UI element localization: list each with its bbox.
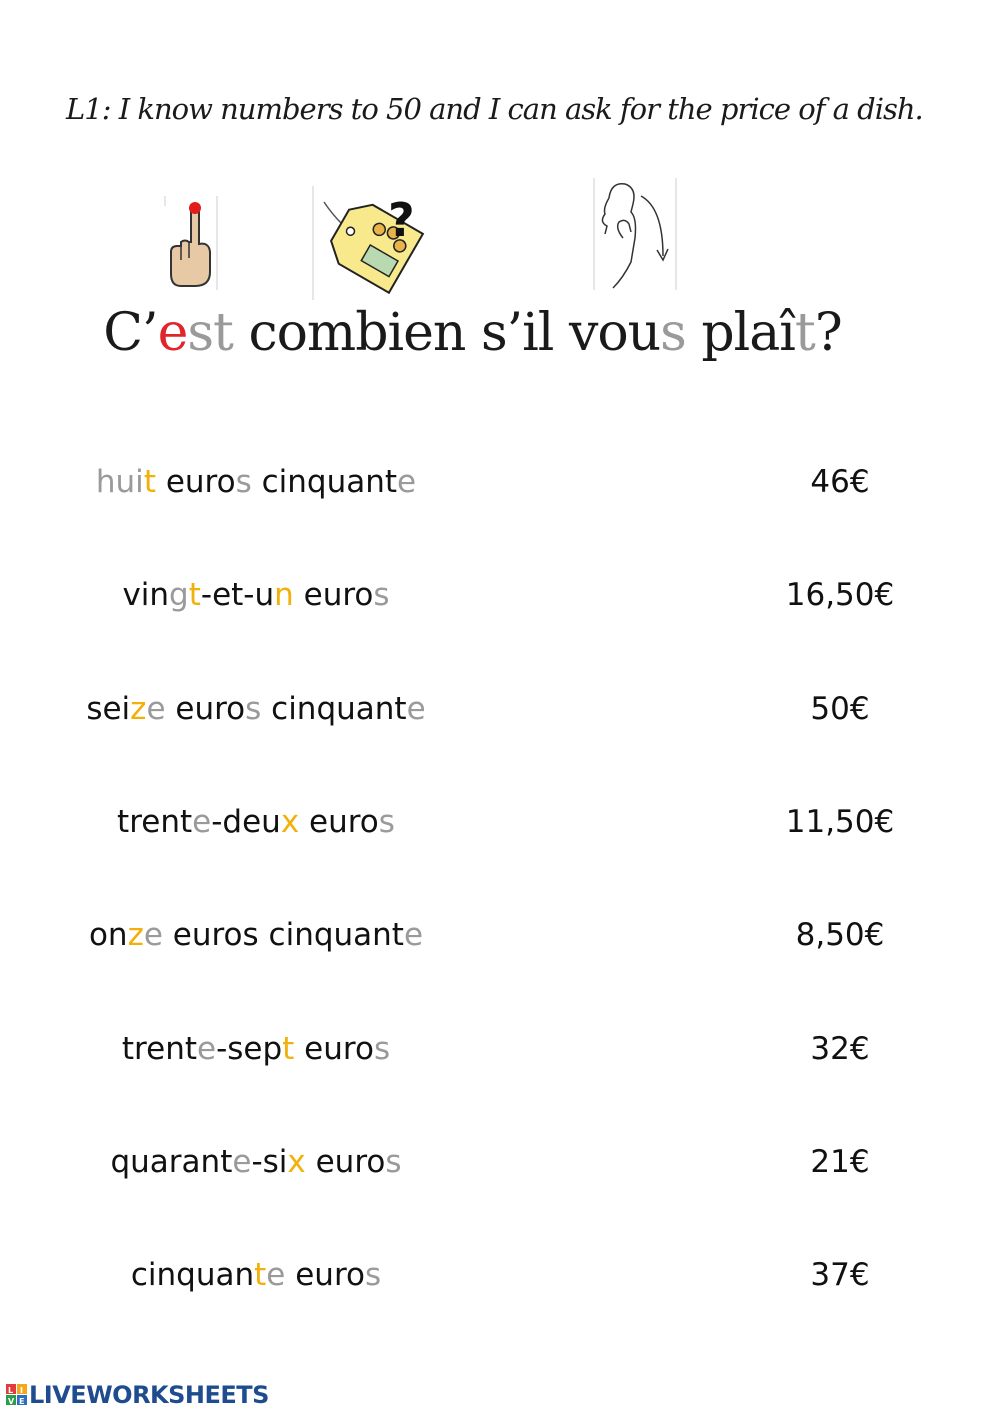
- highlighted-letter: e: [397, 464, 417, 500]
- svg-text:?: ?: [388, 193, 415, 247]
- highlighted-letter: e: [192, 804, 212, 840]
- price-in-words[interactable]: [0, 570, 512, 620]
- highlighted-letter: t: [282, 1031, 295, 1067]
- highlighted-letter: t: [254, 1257, 267, 1293]
- highlighted-letter: e: [266, 1257, 286, 1293]
- text-segment: sei: [86, 691, 131, 727]
- highlighted-letter: s: [373, 1031, 391, 1067]
- price-in-figures[interactable]: 32€: [810, 1031, 870, 1067]
- logo-letter: E: [19, 1397, 25, 1406]
- text-segment: C’: [103, 303, 158, 363]
- highlighted-letter: s: [385, 1144, 402, 1180]
- learning-objective: L1: I know numbers to 50 and I can ask for the price of a dish.: [66, 92, 923, 126]
- text-segment: euro: [155, 464, 236, 500]
- text-segment: euro: [293, 577, 374, 613]
- text-segment: trent: [117, 804, 193, 840]
- text-segment: euro: [305, 1144, 386, 1180]
- highlighted-letter: e: [406, 691, 426, 727]
- text-segment: vin: [122, 577, 170, 613]
- list-item: [0, 797, 1000, 847]
- logo-letter: I: [20, 1386, 23, 1395]
- list-item: [0, 910, 1000, 960]
- highlighted-letter: e: [143, 917, 163, 953]
- text-segment: quarant: [110, 1144, 233, 1180]
- highlighted-letter: s: [373, 577, 390, 613]
- highlighted-letter: e: [403, 917, 424, 953]
- price-in-words[interactable]: [0, 797, 512, 847]
- highlighted-letter: z: [127, 917, 144, 953]
- liveworksheets-logo: [6, 1380, 269, 1410]
- text-segment: cinquant: [251, 464, 398, 500]
- text-segment: cinquan: [130, 1257, 255, 1293]
- list-item: [0, 457, 1000, 507]
- text-segment: combien s’il vou: [232, 303, 661, 363]
- highlighted-letter: e: [232, 1144, 252, 1180]
- brand-name: LIVEWORKSHEETS: [29, 1381, 269, 1409]
- highlighted-letter: hui: [95, 464, 144, 500]
- text-segment: trent: [121, 1031, 197, 1067]
- text-segment: euro: [285, 1257, 365, 1293]
- highlighted-letter: e: [197, 1031, 217, 1067]
- price-in-figures[interactable]: 46€: [810, 464, 870, 500]
- highlighted-letter: n: [274, 577, 294, 613]
- highlighted-letter: s: [660, 303, 686, 363]
- person-thinking-icon: [593, 178, 679, 292]
- logo-letter: V: [8, 1397, 15, 1406]
- price-in-words[interactable]: [0, 1137, 512, 1187]
- text-segment: -et-u: [200, 577, 275, 613]
- text-segment: -sep: [216, 1031, 283, 1067]
- highlighted-letter: e: [157, 303, 188, 363]
- price-in-words[interactable]: [0, 1250, 512, 1300]
- text-segment: euro: [294, 1031, 374, 1067]
- list-item: [0, 570, 1000, 620]
- highlighted-letter: x: [280, 804, 300, 840]
- price-in-words[interactable]: [0, 1024, 512, 1074]
- price-in-figures[interactable]: 16,50€: [785, 577, 895, 613]
- list-item: [0, 1250, 1000, 1300]
- pointing-finger-icon: [163, 194, 219, 292]
- text-segment: on: [88, 917, 128, 953]
- list-item: [0, 1024, 1000, 1074]
- price-in-words[interactable]: [0, 684, 512, 734]
- liveworksheets-logo-icon: [6, 1384, 28, 1406]
- price-in-figures[interactable]: 50€: [810, 691, 870, 727]
- highlighted-letter: g: [169, 577, 189, 613]
- text-segment: -deu: [211, 804, 281, 840]
- highlighted-letter: s: [364, 1257, 382, 1293]
- highlighted-letter: x: [287, 1144, 306, 1180]
- text-segment: cinquant: [261, 691, 407, 727]
- price-tag-question-icon: [312, 186, 436, 302]
- highlighted-letter: t: [143, 464, 156, 500]
- highlighted-letter: z: [130, 691, 147, 727]
- list-item: [0, 1137, 1000, 1187]
- highlighted-letter: s: [378, 804, 395, 840]
- price-in-figures[interactable]: 8,50€: [795, 917, 885, 953]
- logo-letter: L: [8, 1386, 14, 1395]
- text-segment: euro: [299, 804, 379, 840]
- price-in-words[interactable]: [0, 457, 512, 507]
- page-title: [0, 303, 945, 363]
- text-segment: euro: [165, 691, 246, 727]
- price-in-figures[interactable]: 21€: [810, 1144, 870, 1180]
- text-segment: ?: [814, 303, 842, 363]
- highlighted-letter: t: [794, 303, 815, 363]
- text-segment: euros cinquant: [162, 917, 404, 953]
- highlighted-letter: e: [146, 691, 166, 727]
- price-in-figures[interactable]: 11,50€: [785, 804, 895, 840]
- highlighted-letter: s: [245, 691, 262, 727]
- price-in-words[interactable]: [0, 910, 512, 960]
- text-segment: plaî: [685, 303, 795, 363]
- highlighted-letter: s: [235, 464, 252, 500]
- text-segment: -si: [251, 1144, 288, 1180]
- highlighted-letter: t: [188, 577, 201, 613]
- list-item: [0, 684, 1000, 734]
- highlighted-letter: st: [187, 303, 233, 363]
- price-in-figures[interactable]: 37€: [810, 1257, 870, 1293]
